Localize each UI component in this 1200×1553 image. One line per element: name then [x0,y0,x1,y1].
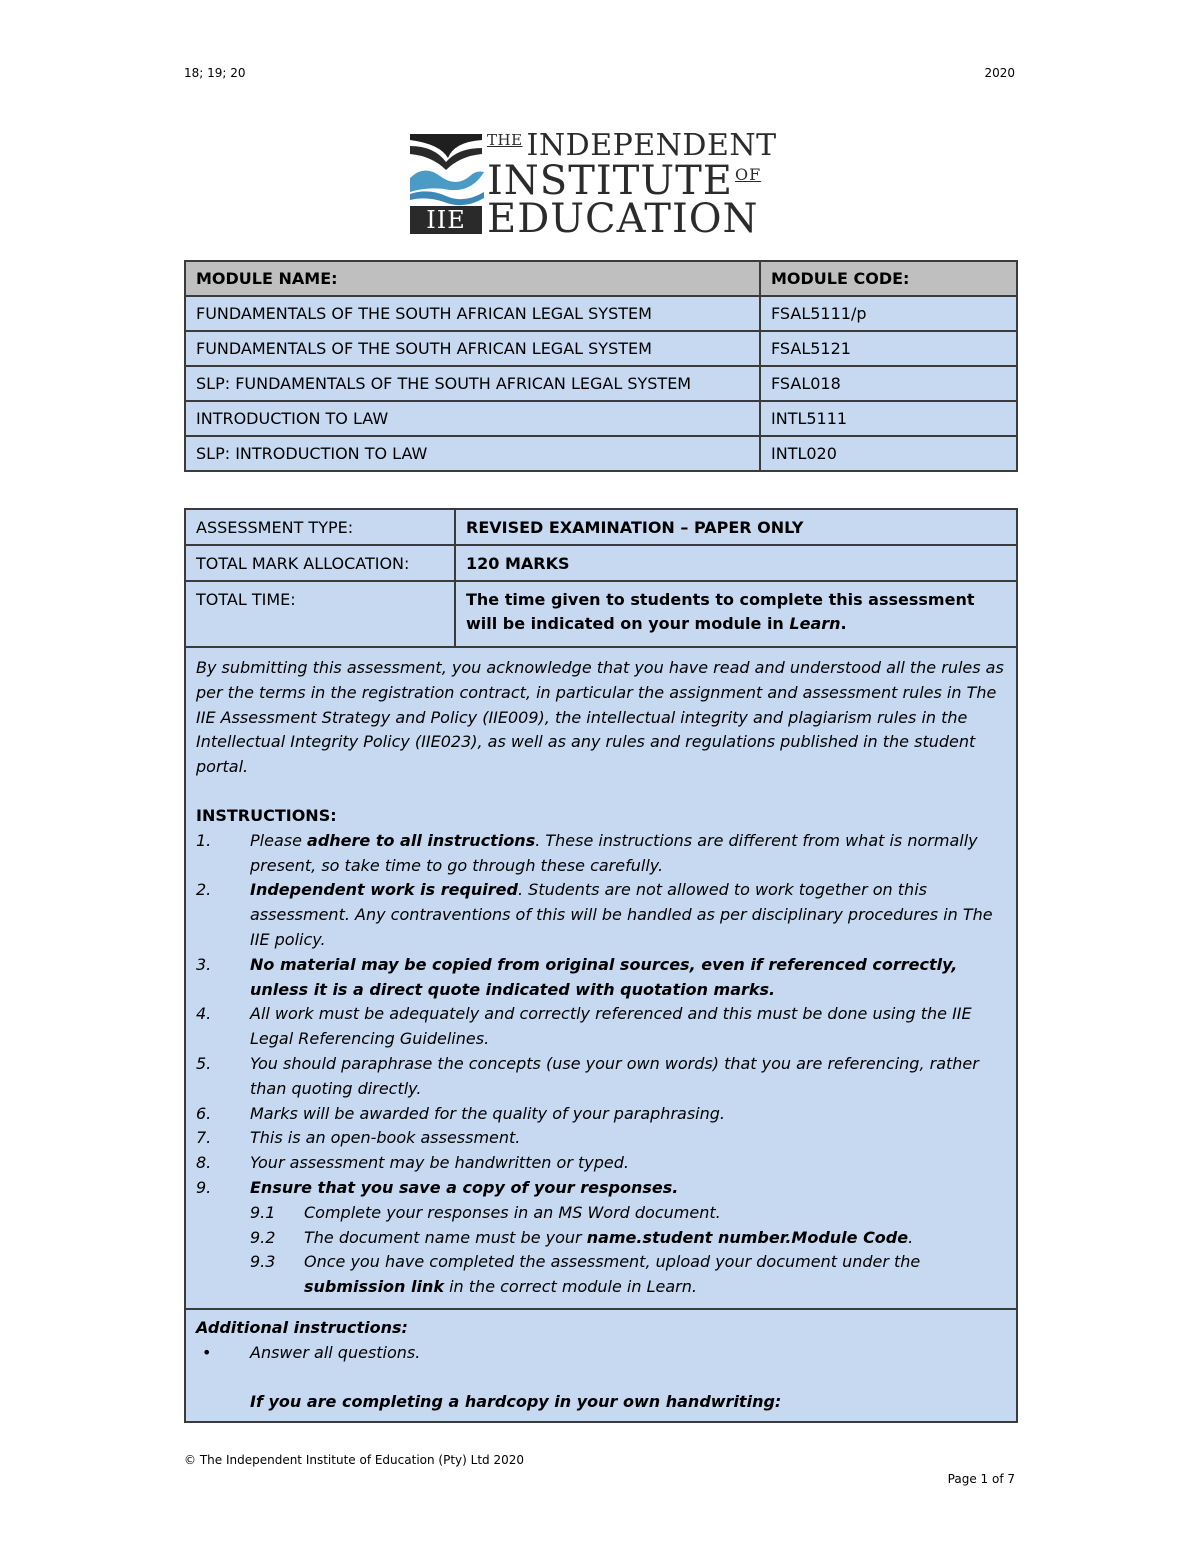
instructions-list [196,829,1006,1201]
table-row [185,647,1017,1309]
assessment-type-label: ASSESSMENT TYPE: [185,509,455,545]
bullet-icon: • [202,1342,212,1362]
module-code-header: MODULE CODE: [760,261,1017,296]
iie-logo [410,128,790,242]
table-row [185,401,1017,436]
module-name: SLP: FUNDAMENTALS OF THE SOUTH AFRICAN LEGAL SYSTEM [185,366,760,401]
table-row [185,509,1017,545]
module-name: INTRODUCTION TO LAW [185,401,760,436]
assessment-type-value: REVISED EXAMINATION – PAPER ONLY [455,509,1017,545]
list-item: 9.1 Complete your responses in an MS Word document. [250,1202,721,1222]
list-item: 9.3 Once you have completed the assessment, upload your document under the submission link in the correct module in Learn. [250,1252,921,1297]
additional-instructions-cell [185,1309,1017,1422]
header-code-list: 18; 19; 20 [184,66,246,80]
table-row [185,581,1017,647]
table-row [185,436,1017,471]
additional-instructions-title: Additional instructions: [196,1317,408,1337]
logo-iie-badge: IIE [410,206,482,234]
table-row [185,296,1017,331]
list-item: 9. Ensure that you save a copy of your responses. [196,1177,679,1197]
list-item: 1. Please adhere to all instructions. These instructions are different from what is normally present, so take time to go through these carefully. [196,830,978,875]
logo-line-3: EDUCATION [487,196,759,242]
total-marks-label: TOTAL MARK ALLOCATION: [185,545,455,581]
table-row [185,366,1017,401]
list-item: 2. Independent work is required. Students are not allowed to work together on this assessment. Any contraventions of this will be handled as per disciplinary procedures in The IIE policy. [196,880,993,949]
list-item: 3. No material may be copied from original sources, even if referenced correctly, unless it is a direct quote indicated with quotation marks. [196,954,958,999]
page-number: Page 1 of 7 [947,1472,1015,1486]
total-marks-value: 120 MARKS [455,545,1017,581]
module-code: INTL020 [760,436,1017,471]
book-wave-icon [410,134,486,214]
header-year: 2020 [984,66,1015,80]
list-item: 7. This is an open-book assessment. [196,1128,521,1148]
instructions-title: INSTRUCTIONS: [196,805,337,825]
module-name: SLP: INTRODUCTION TO LAW [185,436,760,471]
table-row [185,545,1017,581]
module-table-header [185,261,1017,296]
list-item: 5. You should paraphrase the concepts (use your own words) that you are referencing, rather than quoting directly. [196,1053,979,1098]
table-row [185,1309,1017,1422]
table-row [185,331,1017,366]
assessment-table [184,508,1018,1423]
logo-line-1: $^{THE}$ INDEPENDENT [487,128,777,163]
declaration-text: By submitting this assessment, you acknowledge that you have read and understood all the rules as per the terms in the registration contract, in particular the assignment and assessment rules in The IIE Assessment Strategy and Policy (IIE009), the intellectual integrity and plagiarism rules in the Intellectual Integrity Policy (IIE023), as well as any rules and regulations published in the student portal. [196,658,1004,777]
total-time-label: TOTAL TIME: [185,581,455,647]
module-name: FUNDAMENTALS OF THE SOUTH AFRICAN LEGAL SYSTEM [185,296,760,331]
module-name-header: MODULE NAME: [185,261,760,296]
instructions-cell [185,647,1017,1309]
module-code: FSAL018 [760,366,1017,401]
list-item: 9.2 The document name must be your name.student number.Module Code. [250,1227,914,1247]
module-code: INTL5111 [760,401,1017,436]
module-code: FSAL5111/p [760,296,1017,331]
module-table [184,260,1018,472]
list-item: 6. Marks will be awarded for the quality of your paraphrasing. [196,1103,725,1123]
logo-line-2: INSTITUTE $^{OF}$ [487,158,762,204]
copyright-notice: © The Independent Institute of Education (Pty) Ltd 2020 [184,1453,524,1467]
list-item: • Answer all questions. [196,1341,1006,1366]
sub-instructions-list [196,1201,1006,1300]
handwriting-note: If you are completing a hardcopy in your own handwriting: [250,1392,782,1412]
module-code: FSAL5121 [760,331,1017,366]
list-item: 8. Your assessment may be handwritten or typed. [196,1153,629,1173]
total-time-value: The time given to students to complete this assessment will be indicated on your module in Learn. [455,581,1017,647]
list-item: 4. All work must be adequately and correctly referenced and this must be done using the IIE Legal Referencing Guidelines. [196,1004,972,1049]
module-name: FUNDAMENTALS OF THE SOUTH AFRICAN LEGAL SYSTEM [185,331,760,366]
